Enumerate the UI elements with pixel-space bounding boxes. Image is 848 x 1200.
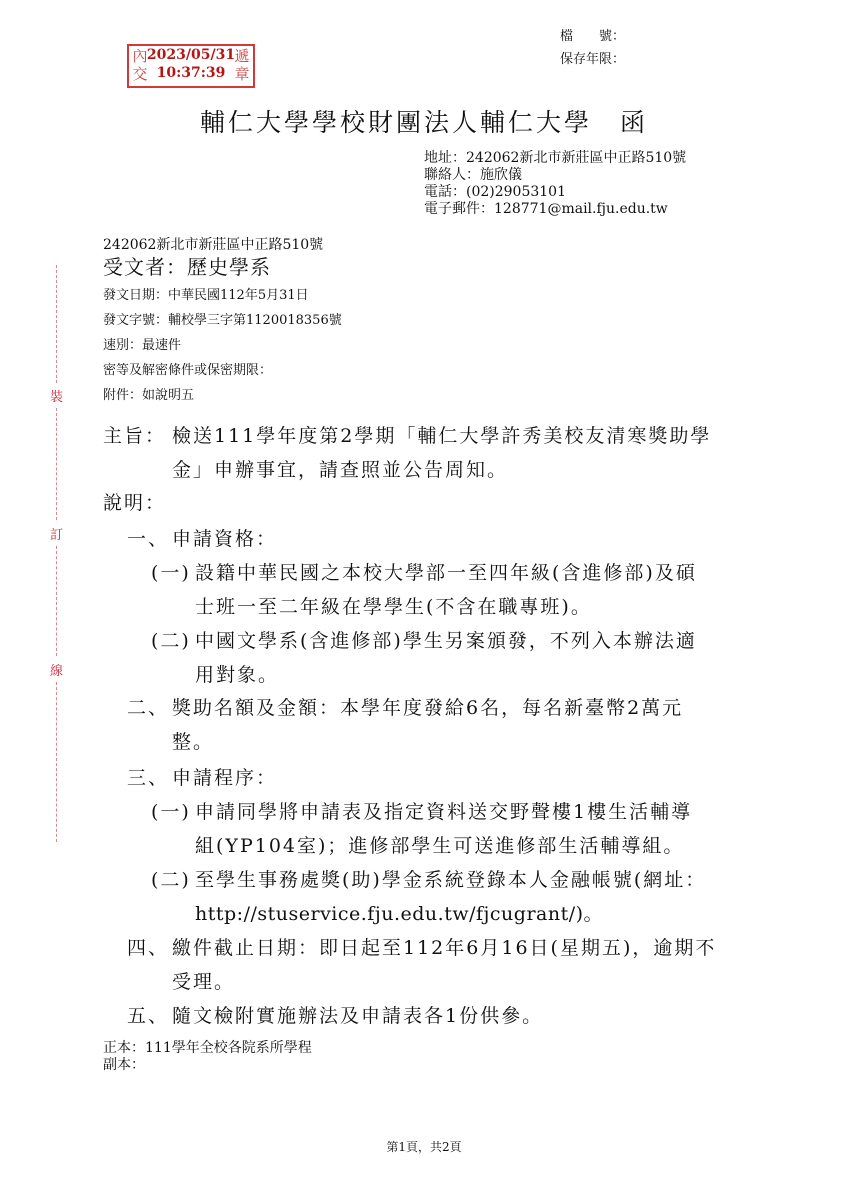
item-1-1-line-1: 設籍中華民國之本校大學部一至四年級(含進修部)及碩 bbox=[195, 562, 697, 584]
subject-label: 主旨： bbox=[103, 425, 167, 447]
item-2-line-1: 獎助名額及金額：本學年度發給6名，每名新臺幣2萬元 bbox=[172, 697, 684, 719]
issue-date: 發文日期：中華民國112年5月31日 bbox=[103, 288, 309, 303]
copies-block bbox=[103, 1040, 312, 1074]
item-1-2-line-1: 中國文學系(含進修部)學生另案頒發，不列入本辦法適 bbox=[195, 630, 697, 652]
original-recipients: 正本：111學年全校各院系所學程 bbox=[103, 1040, 312, 1056]
binding-dash-3 bbox=[56, 546, 57, 656]
sender-address: 地址：242062新北市新莊區中正路510號 bbox=[424, 150, 687, 166]
item-4-line-1: 繳件截止日期：即日起至112年6月16日(星期五)，逾期不 bbox=[172, 937, 717, 959]
item-3-2-line-1: 至學生事務處獎(助)學金系統登錄本人金融帳號(網址： bbox=[195, 869, 707, 891]
item-5-number: 五、 bbox=[127, 1005, 170, 1027]
document-title: 輔仁大學學校財團法人輔仁大學 函 bbox=[199, 108, 648, 137]
item-1-1-number: (一) bbox=[151, 562, 191, 584]
binding-dash-4 bbox=[56, 682, 57, 842]
item-5-text: 隨文檢附實施辦法及申請表各1份供參。 bbox=[172, 1005, 544, 1027]
received-stamp bbox=[127, 44, 255, 88]
explanation-label: 說明： bbox=[103, 492, 167, 514]
subject-line-1: 檢送111學年度第2學期「輔仁大學許秀美校友清寒獎助學 bbox=[172, 425, 712, 447]
item-4-line-2: 受理。 bbox=[172, 971, 236, 993]
copy-recipients: 副本： bbox=[103, 1057, 145, 1073]
item-3-1-number: (一) bbox=[151, 801, 191, 823]
item-3-1-line-2: 組(YP104室)；進修部學生可送進修部生活輔導組。 bbox=[195, 835, 685, 857]
speed-class: 速別：最速件 bbox=[103, 338, 182, 353]
item-1-number: 一、 bbox=[127, 528, 170, 550]
item-3-1-line-1: 申請同學將申請表及指定資料送交野聲樓1樓生活輔導 bbox=[195, 801, 693, 823]
file-number-label: 檔 號： bbox=[560, 29, 626, 44]
recipient: 受文者：歷史學系 bbox=[103, 255, 271, 279]
item-2-line-2: 整。 bbox=[172, 731, 215, 753]
item-3-2-line-2: http://stuservice.fju.edu.tw/fjcugrant/)。 bbox=[195, 903, 604, 925]
stamp-right-chars: 遞 章 bbox=[234, 47, 250, 83]
item-1-1-line-2: 士班一至二年級在學學生(不含在職專班)。 bbox=[195, 596, 592, 618]
recipient-address: 242062新北市新莊區中正路510號 bbox=[103, 237, 324, 253]
item-1-text: 申請資格： bbox=[172, 528, 278, 550]
binding-mark-2: 訂 bbox=[50, 528, 64, 543]
sender-contact: 聯絡人：施欣儀 bbox=[424, 167, 522, 183]
stamp-time: 10:37:39 bbox=[156, 65, 226, 81]
item-1-2-number: (二) bbox=[151, 630, 191, 652]
page-number: 第1頁，共2頁 bbox=[386, 1140, 462, 1154]
sender-email: 電子郵件：128771@mail.fju.edu.tw bbox=[424, 201, 668, 217]
stamp-left-chars: 內 交 bbox=[132, 47, 148, 83]
binding-mark-1: 裝 bbox=[50, 390, 64, 405]
secrecy-level: 密等及解密條件或保密期限： bbox=[103, 363, 273, 378]
item-4-number: 四、 bbox=[127, 937, 170, 959]
sender-info bbox=[424, 150, 686, 218]
item-3-2-number: (二) bbox=[151, 869, 191, 891]
binding-mark-3: 線 bbox=[50, 664, 64, 679]
attachment: 附件：如說明五 bbox=[103, 388, 195, 403]
retention-period-label: 保存年限： bbox=[560, 52, 626, 67]
sender-phone: 電話：(02)29053101 bbox=[424, 184, 566, 200]
subject-line-2: 金」申辦事宜，請查照並公告周知。 bbox=[172, 459, 509, 481]
item-2-number: 二、 bbox=[127, 697, 170, 719]
binding-dash-2 bbox=[56, 408, 57, 520]
item-1-2-line-2: 用對象。 bbox=[195, 664, 280, 686]
item-3-text: 申請程序： bbox=[172, 767, 278, 789]
stamp-date: 2023/05/31 bbox=[146, 47, 236, 63]
item-3-number: 三、 bbox=[127, 767, 170, 789]
document-number: 發文字號：輔校學三字第1120018356號 bbox=[103, 313, 342, 328]
binding-dash-1 bbox=[56, 265, 57, 383]
